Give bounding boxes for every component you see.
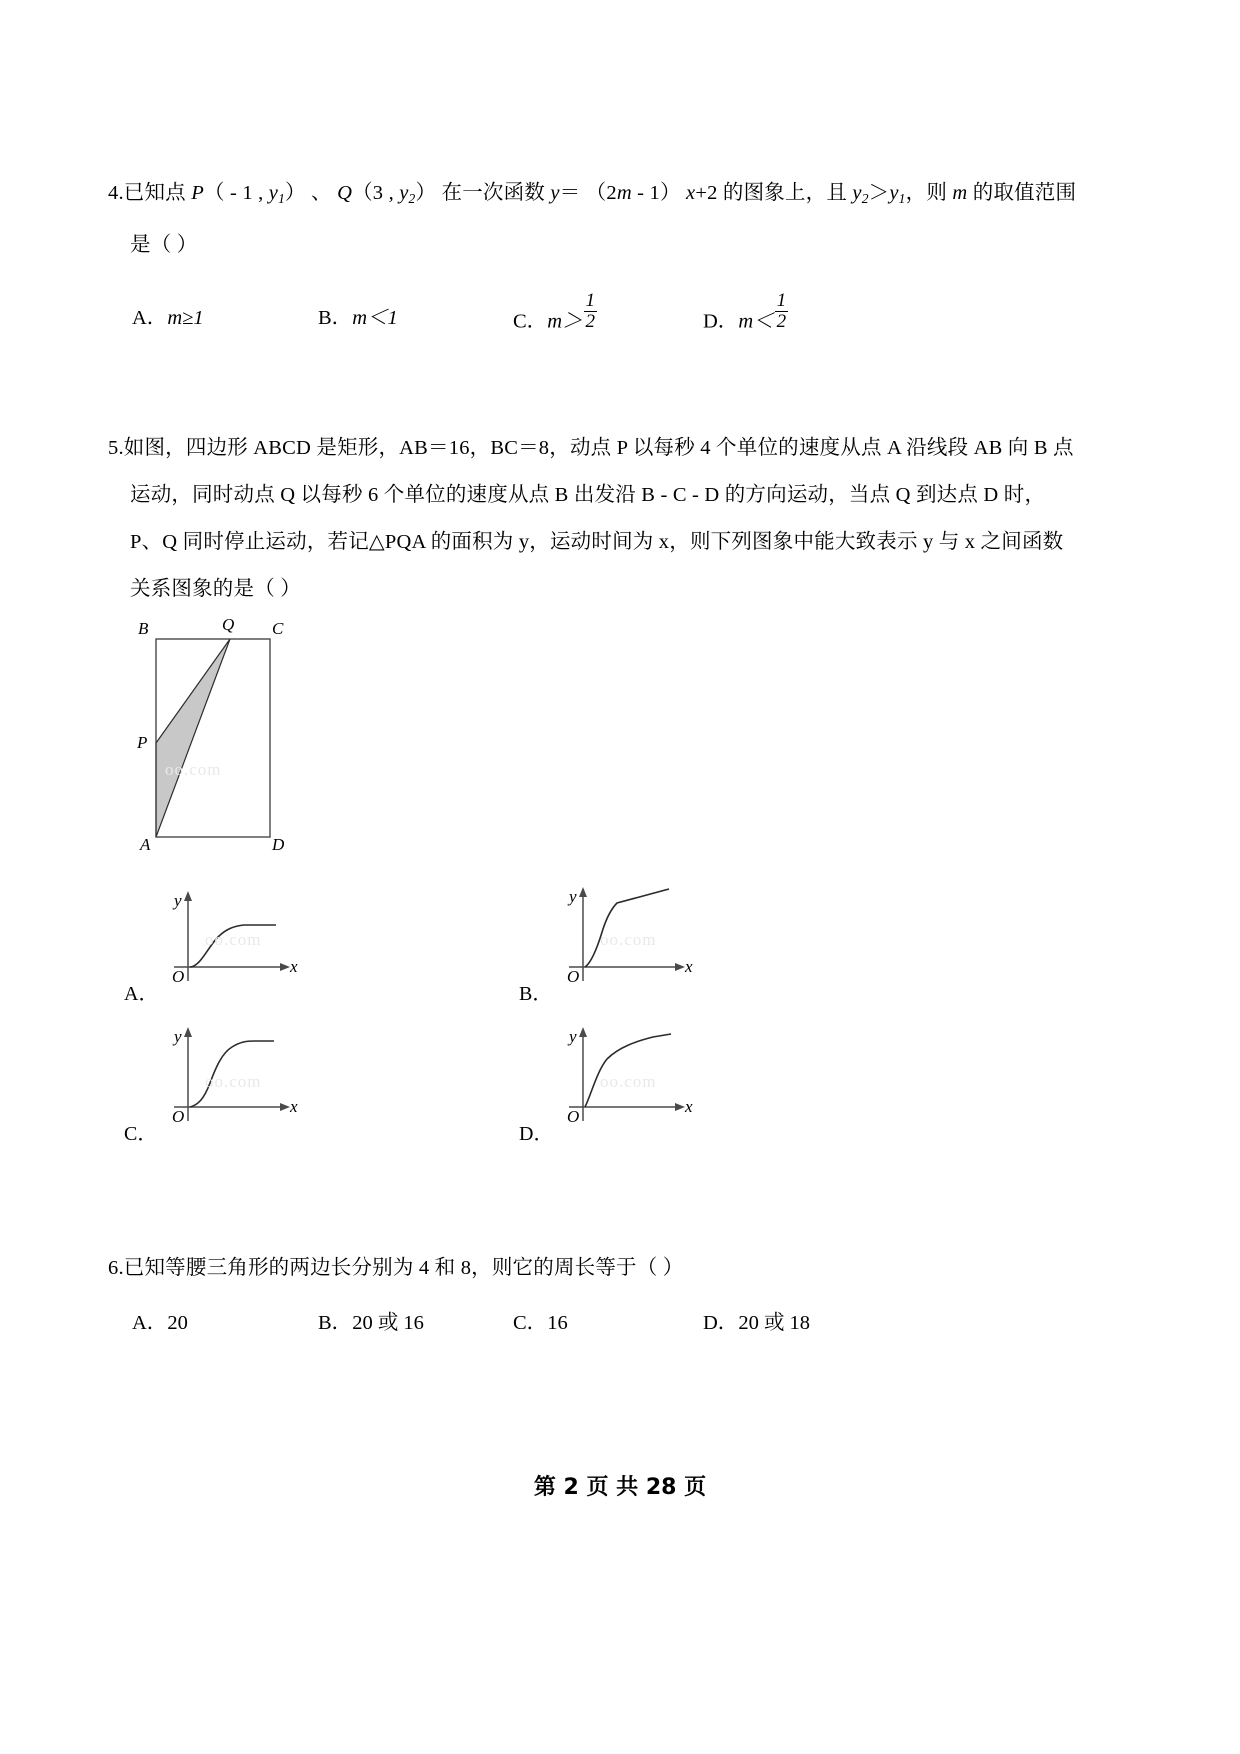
question-5-body <box>108 425 1173 613</box>
q4-m-1: m <box>616 182 632 204</box>
origin-label: O <box>172 1107 185 1126</box>
question-5-line-4: 关系图象的是（ ） <box>130 578 301 600</box>
x-axis-label: x <box>290 957 298 976</box>
watermark-graph-D: oo.com <box>600 1072 657 1091</box>
question-4-options <box>108 290 868 340</box>
option-6-C[interactable] <box>513 1305 568 1335</box>
vertex-label-C: C <box>272 619 284 638</box>
q4-p-y-sub: 1 <box>278 190 286 206</box>
option-4-A-letter: A． <box>132 307 168 329</box>
q4-q-close: ） <box>415 182 437 204</box>
option-4-C-fraction <box>584 291 598 333</box>
graph-option-D-letter: D． <box>519 1123 554 1145</box>
watermark-graph-A: oo.com <box>205 930 262 949</box>
q4-paren-open: （ <box>203 182 225 204</box>
watermark-graph-B: oo.com <box>600 930 657 949</box>
q4-sep-1: 、 <box>305 182 338 204</box>
option-6-A-expr: 20 <box>167 1312 188 1334</box>
curve-path <box>585 1034 671 1107</box>
vertex-label-B: B <box>138 619 149 638</box>
question-4-line-2: 是（ ） <box>130 233 198 256</box>
q4-y2: y <box>852 182 862 204</box>
vertex-label-P: P <box>137 733 148 752</box>
vertex-label-D: D <box>272 835 285 854</box>
option-4-B-expr: m＜1 <box>352 307 398 329</box>
y-axis-arrow <box>579 887 587 897</box>
q4-then: ，则 <box>905 182 953 204</box>
option-4-C-denominator: 2 <box>585 310 595 332</box>
q4-p-x: - 1 , <box>224 182 269 204</box>
y-axis-label: y <box>174 891 182 910</box>
x-axis-label: x <box>685 1097 693 1116</box>
y-axis-arrow <box>579 1027 587 1037</box>
option-6-A[interactable] <box>132 1305 188 1335</box>
y-axis-arrow <box>184 891 192 901</box>
vertex-label-Q: Q <box>222 615 235 634</box>
option-4-B-letter: B． <box>318 307 353 329</box>
option-4-D-fraction <box>775 291 789 333</box>
option-4-C-letter: C． <box>513 310 548 333</box>
q4-eq: ＝ （2 <box>559 182 617 204</box>
option-4-B[interactable] <box>318 300 398 330</box>
watermark-graph-C: oo.com <box>205 1072 262 1091</box>
option-6-B-letter: B． <box>318 1312 353 1334</box>
q4-point-q: Q <box>337 182 353 204</box>
q4-q-open: （3 , <box>352 182 400 204</box>
q4-q-y: y <box>399 182 409 204</box>
question-6-line-1: 6.已知等腰三角形的两边长分别为 4 和 8，则它的周长等于（ ） <box>108 1257 684 1279</box>
vertex-label-A: A <box>140 835 151 854</box>
q4-point-p: P <box>191 182 204 204</box>
option-4-D-numerator: 1 <box>776 290 787 311</box>
question-6-options <box>108 1305 928 1345</box>
option-4-D-denominator: 2 <box>776 310 787 332</box>
q4-minus: - 1） <box>631 182 687 204</box>
graph-option-B-letter: B． <box>519 983 553 1005</box>
option-6-D-letter: D． <box>703 1312 739 1334</box>
question-5-line-2: 运动，同时动点 Q 以每秒 6 个单位的速度从点 B 出发沿 B - C - D 的方向运动，当点 Q 到达点 D 时， <box>130 484 1046 506</box>
y-axis-label: y <box>569 1027 577 1046</box>
graph-option-C-letter: C． <box>124 1123 158 1145</box>
option-6-B-expr: 20 或 16 <box>352 1312 424 1334</box>
q4-y1-sub: 1 <box>898 190 906 206</box>
q4-q-y-sub: 2 <box>408 190 416 206</box>
question-6-body <box>108 1245 1168 1292</box>
option-4-A[interactable] <box>132 300 204 330</box>
y-axis-arrow <box>184 1027 192 1037</box>
option-4-D-expr: m＜ <box>738 310 774 333</box>
origin-label: O <box>567 967 580 986</box>
graph-option-A-letter: A． <box>124 983 159 1005</box>
question-5-line-3: P、Q 同时停止运动，若记△PQA 的面积为 y，运动时间为 x，则下列图象中能大致表示 y 与 x 之间函数 <box>130 531 1064 553</box>
option-6-B[interactable] <box>318 1305 424 1335</box>
option-6-D[interactable] <box>703 1305 810 1335</box>
option-6-D-expr: 20 或 18 <box>738 1312 811 1334</box>
figure-rectangle-abcd <box>130 615 330 865</box>
question-5-line-1: 5.如图，四边形 ABCD 是矩形，AB＝16，BC＝8，动点 P 以每秒 4 个单位的速度从点 A 沿线段 AB 向 B 点 <box>108 437 1074 459</box>
shaded-triangle-pqa <box>156 639 230 837</box>
x-axis-arrow <box>675 1103 685 1111</box>
option-6-C-expr: 16 <box>547 1312 568 1334</box>
option-6-C-letter: C． <box>513 1312 548 1334</box>
watermark-figure: oo.com <box>165 760 222 779</box>
q4-x: x <box>686 182 696 204</box>
x-axis-arrow <box>280 963 290 971</box>
q4-gt: ＞ <box>868 182 890 204</box>
option-4-C-numerator: 1 <box>585 290 595 311</box>
option-4-D[interactable] <box>703 290 789 342</box>
origin-label: O <box>172 967 185 986</box>
page-footer: 第 2 页 共 28 页 <box>533 1475 707 1500</box>
q4-m-2: m <box>952 182 968 204</box>
y-axis-label: y <box>174 1027 182 1046</box>
rectangle-diagram-svg <box>130 625 330 865</box>
q4-paren-close: ） <box>285 182 306 204</box>
q4-tail: 的取值范围 <box>967 182 1077 204</box>
option-4-A-expr: m≥1 <box>167 307 204 329</box>
option-4-C-expr: m＞ <box>547 310 583 333</box>
x-axis-label: x <box>290 1097 298 1116</box>
x-axis-arrow <box>675 963 685 971</box>
q4-y2-sub: 2 <box>861 190 869 206</box>
q4-prefix: 4.已知点 <box>108 182 192 204</box>
question-4-line-1 <box>108 170 1168 222</box>
q4-p-y: y <box>268 182 279 204</box>
q4-plus2: +2 的图象上，且 <box>695 182 853 204</box>
x-axis-label: x <box>685 957 693 976</box>
q4-y1: y <box>889 182 899 204</box>
option-4-D-letter: D． <box>703 310 739 333</box>
origin-label: O <box>567 1107 580 1126</box>
option-4-C[interactable] <box>513 290 598 342</box>
q4-mid-2: 在一次函数 <box>436 182 551 204</box>
y-axis-label: y <box>569 887 577 906</box>
x-axis-arrow <box>280 1103 290 1111</box>
question-4-body <box>108 170 1168 269</box>
q4-y: y <box>550 182 560 204</box>
option-6-A-letter: A． <box>132 1312 168 1334</box>
curve-path <box>585 889 669 967</box>
